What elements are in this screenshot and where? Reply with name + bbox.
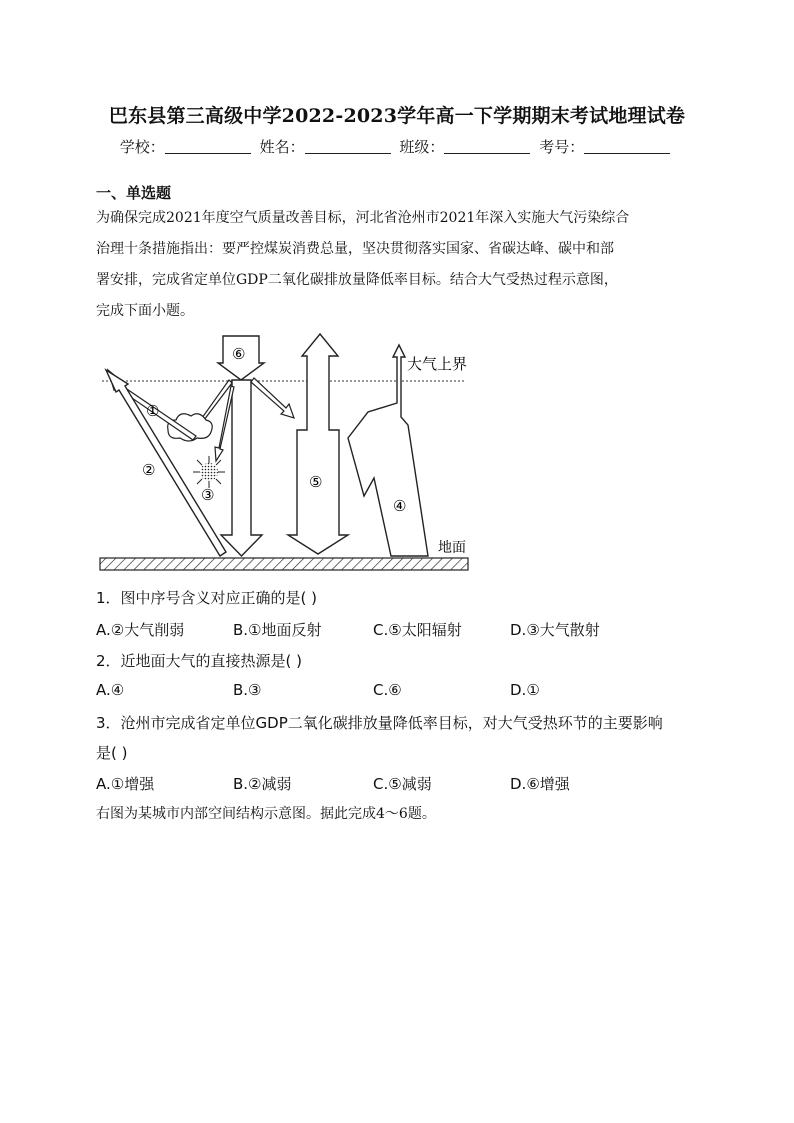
marker-2: ② — [142, 461, 156, 479]
school-label: 学校： — [119, 138, 165, 156]
option-b[interactable]: B.③ — [233, 681, 262, 699]
question-2-options — [96, 681, 716, 701]
passage-line: 署安排，完成省定单位GDP二氧化碳排放量降低率目标。结合大气受热过程示意图， — [96, 272, 618, 288]
dust-particles — [200, 463, 218, 481]
arrow-5-ground-radiation — [288, 334, 348, 554]
ground-label: 地面 — [438, 540, 466, 556]
reading-passage — [96, 203, 696, 327]
marker-1: ① — [146, 402, 160, 420]
option-d[interactable]: D.⑥增强 — [510, 775, 570, 793]
class-blank — [444, 139, 530, 154]
section-heading: 一、单选题 — [96, 184, 172, 202]
school-blank — [165, 139, 251, 154]
passage-line: 治理十条措施指出：要严控煤炭消费总量，坚决贯彻落实国家、省碳达峰、碳中和部 — [96, 241, 614, 257]
option-a[interactable]: A.④ — [96, 681, 125, 699]
next-questions-note: 右图为某城市内部空间结构示意图。据此完成4～6题。 — [96, 806, 436, 822]
option-d[interactable]: D.③大气散射 — [510, 621, 600, 639]
option-a[interactable]: A.②大气削弱 — [96, 621, 185, 639]
atmosphere-top-label: 大气上界 — [407, 355, 468, 373]
arrow-4-counter-radiation — [348, 345, 428, 556]
ground-surface — [100, 558, 468, 570]
number-blank — [584, 139, 670, 154]
option-c[interactable]: C.⑤减弱 — [373, 775, 432, 793]
marker-4: ④ — [393, 497, 407, 515]
name-label: 姓名： — [259, 138, 305, 156]
marker-3: ③ — [201, 486, 215, 504]
option-b[interactable]: B.②减弱 — [233, 775, 292, 793]
question-1-options — [96, 619, 716, 639]
page-title: 巴东县第三高级中学2022-2023学年高一下学期期末考试地理试卷 — [108, 105, 686, 127]
student-info-line — [0, 136, 794, 157]
passage-line: 为确保完成2021年度空气质量改善目标，河北省沧州市2021年深入实施大气污染综合 — [96, 210, 630, 226]
question-3-stem-line2: 是( ) — [96, 744, 128, 762]
passage-line: 完成下面小题。 — [96, 303, 194, 319]
number-label: 考号： — [539, 138, 585, 156]
question-3-stem-line1: 3．沧州市完成省定单位GDP二氧化碳排放量降低率目标，对大气受热环节的主要影响 — [96, 714, 663, 732]
class-label: 班级： — [399, 138, 445, 156]
atmosphere-heating-diagram — [96, 330, 476, 575]
question-3-options — [96, 773, 716, 793]
name-blank — [305, 139, 391, 154]
option-a[interactable]: A.①增强 — [96, 775, 155, 793]
arrow-reflect-right — [251, 378, 294, 418]
marker-5: ⑤ — [309, 473, 323, 491]
question-1-stem: 1．图中序号含义对应正确的是( ) — [96, 589, 318, 607]
question-2-stem: 2．近地面大气的直接热源是( ) — [96, 652, 303, 670]
marker-6: ⑥ — [232, 345, 246, 363]
option-b[interactable]: B.①地面反射 — [233, 621, 322, 639]
option-d[interactable]: D.① — [510, 681, 540, 699]
option-c[interactable]: C.⑤太阳辐射 — [373, 621, 462, 639]
arrow-2-long-diagonal — [106, 370, 226, 556]
option-c[interactable]: C.⑥ — [373, 681, 402, 699]
